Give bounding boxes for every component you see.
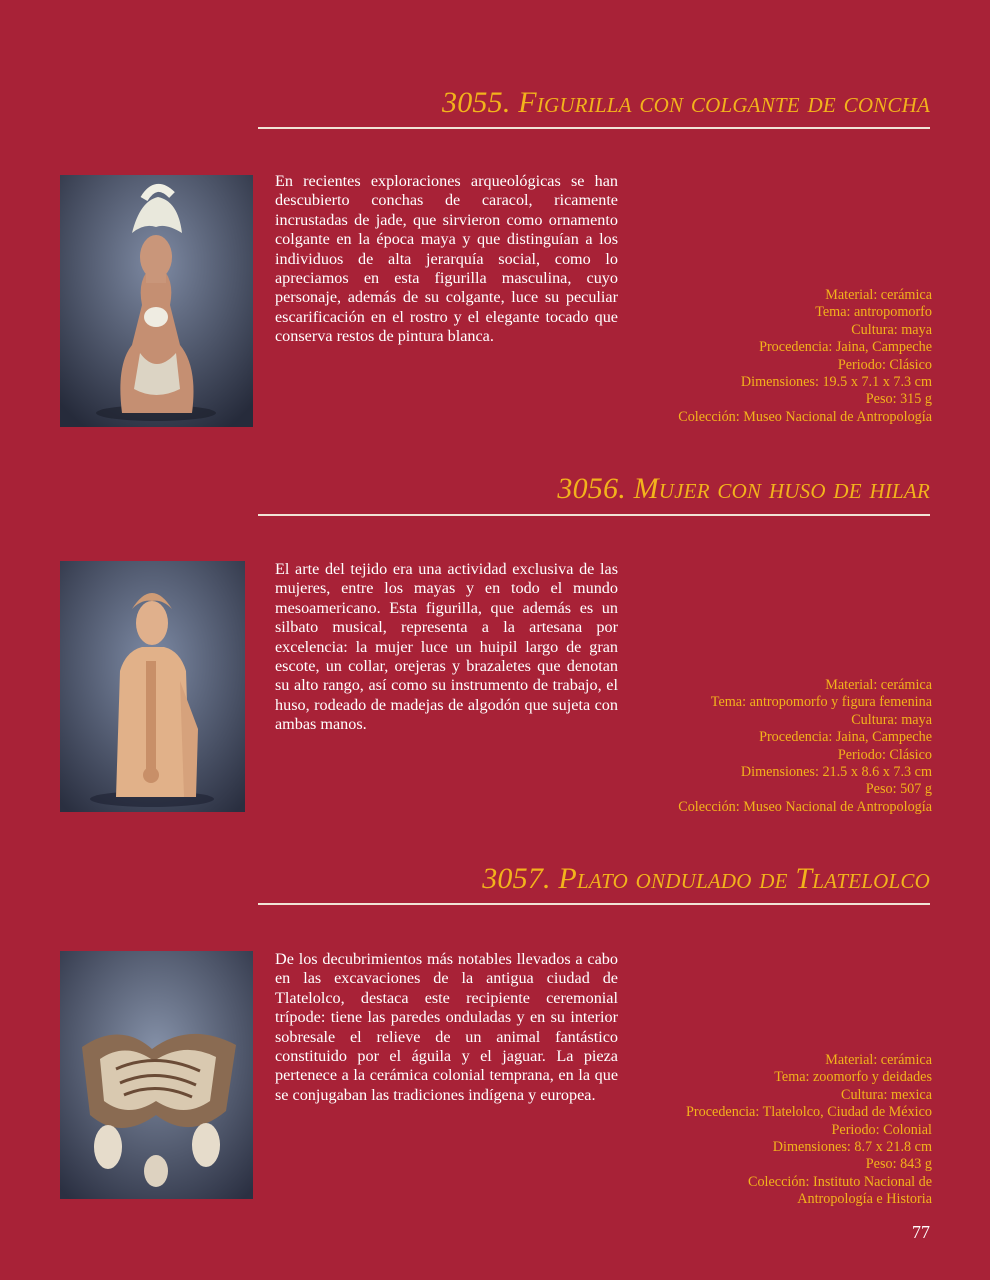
spec-procedencia: Procedencia: Tlatelolco, Ciudad de México bbox=[686, 1104, 932, 1121]
spec-procedencia: Procedencia: Jaina, Campeche bbox=[759, 729, 932, 746]
spec-periodo: Periodo: Colonial bbox=[831, 1121, 932, 1138]
entry-title: 3057. Plato ondulado de Tlatelolco bbox=[482, 862, 930, 895]
title-divider bbox=[258, 903, 930, 905]
spec-dimensiones: Dimensiones: 8.7 x 21.8 cm bbox=[772, 1139, 932, 1156]
spec-material: Material: cerámica bbox=[825, 287, 932, 303]
title-divider bbox=[258, 127, 930, 129]
page-number: 77 bbox=[912, 1222, 930, 1242]
spec-material: Material: cerámica bbox=[825, 677, 932, 693]
spec-periodo: Periodo: Clásico bbox=[837, 356, 932, 373]
spec-peso: Peso: 507 g bbox=[865, 781, 932, 798]
spec-dimensiones: Dimensiones: 21.5 x 8.6 x 7.3 cm bbox=[740, 764, 932, 781]
spec-material: Material: cerámica bbox=[825, 1052, 932, 1068]
entry-description: El arte del tejido era una actividad exclusiva de las mujeres, entre los mayas y en todo el mundo mesoamericano. Esta figurilla, que además es un silbato musical, representa a la artesana por excelencia: la mujer luce un huipil largo de gran escote, un collar, orejeras y brazaletes que denotan su alto rango, así como su instrumento de trabajo, el huso, rodeado de madejas de algodón que sujeta con ambas manos. bbox=[275, 560, 618, 734]
spec-procedencia: Procedencia: Jaina, Campeche bbox=[759, 339, 932, 356]
figurine-photo bbox=[60, 561, 245, 812]
entry-description: De los decubrimientos más notables llevados a cabo en las excavaciones de la antigua ciudad de Tlatelolco, destaca este recipiente ceremonial trípode: tiene las paredes onduladas y en su interior sobresale el relieve de un animal fantástico constituido por el águila y el jaguar. La pieza pertenece a la cerámica colonial temprana, en la que se conjugaban las tradiciones indígena y europea. bbox=[275, 950, 618, 1104]
spec-tema: Tema: zoomorfo y deidades bbox=[774, 1069, 932, 1086]
spec-coleccion: Colección: Museo Nacional de Antropología bbox=[678, 408, 932, 425]
entry-description: En recientes exploraciones arqueológicas se han descubierto conchas de caracol, ricamente incrustadas de jade, que sirvieron como ornamento colgante en la época maya y que distinguían a los individuos de alta jerarquía social, como lo apreciamos en esta figurilla masculina, cuyo personaje, además de su colgante, luce su peculiar escarificación en el rostro y el elegante tocado que conserva restos de pintura blanca. bbox=[275, 172, 618, 346]
spec-cultura: Cultura: mexica bbox=[840, 1086, 932, 1103]
spec-cultura: Cultura: maya bbox=[851, 321, 932, 338]
spec-peso: Peso: 315 g bbox=[865, 391, 932, 408]
specs-list bbox=[612, 677, 932, 816]
spec-cultura: Cultura: maya bbox=[851, 711, 932, 728]
title-divider bbox=[258, 514, 930, 516]
spec-coleccion: Colección: Instituto Nacional de bbox=[748, 1173, 932, 1190]
entry-title: 3056. Mujer con huso de hilar bbox=[557, 472, 930, 505]
specs-list bbox=[612, 1052, 932, 1209]
entry-title: 3055. Figurilla con colgante de concha bbox=[442, 86, 930, 119]
spec-dimensiones: Dimensiones: 19.5 x 7.1 x 7.3 cm bbox=[740, 374, 932, 391]
spec-coleccion: Colección: Museo Nacional de Antropología bbox=[678, 798, 932, 815]
plate-photo bbox=[60, 951, 253, 1199]
spec-tema: Tema: antropomorfo y figura femenina bbox=[710, 694, 932, 711]
spec-peso: Peso: 843 g bbox=[865, 1156, 932, 1173]
spec-periodo: Periodo: Clásico bbox=[837, 746, 932, 763]
specs-list bbox=[612, 287, 932, 426]
spec-tema: Tema: antropomorfo bbox=[815, 304, 932, 321]
figurine-photo bbox=[60, 175, 253, 427]
spec-coleccion-cont: Antropología e Historia bbox=[797, 1191, 932, 1208]
